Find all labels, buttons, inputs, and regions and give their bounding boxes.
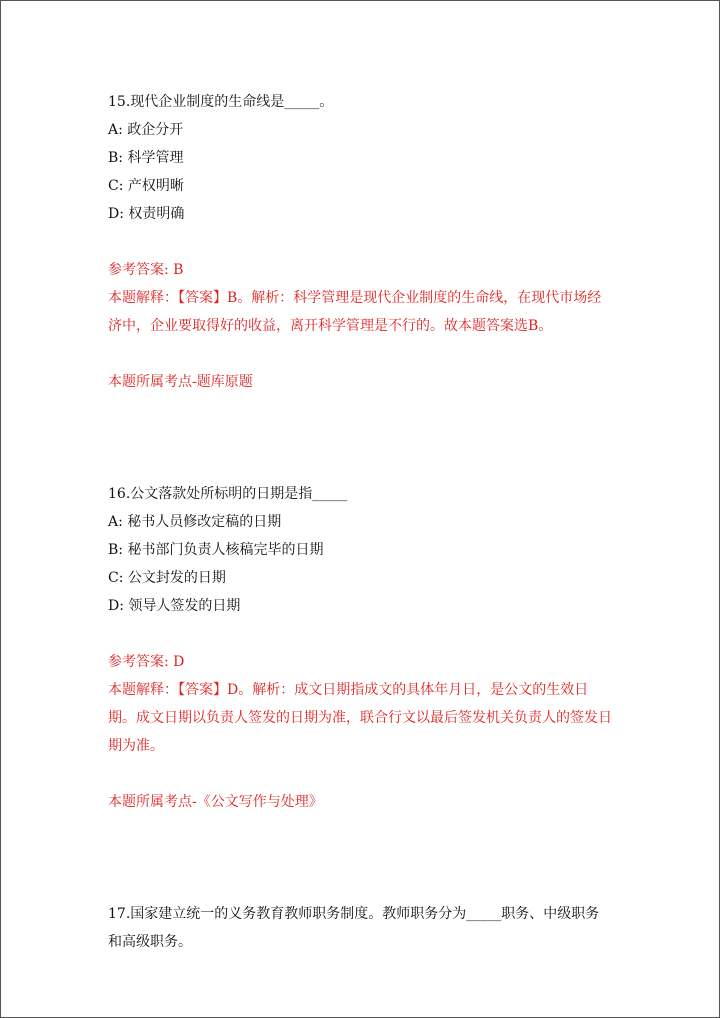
option-b: B: 科学管理 <box>108 150 184 166</box>
question-stem: 16.公文落款处所标明的日期是指_____ <box>108 486 348 502</box>
topic-label: 本题所属考点-题库原题 <box>108 374 253 390</box>
answer-explanation: 本题解释：【答案】D。解析：成文日期指成文的具体年月日，是公文的生效日期。成文日期以负责人签发的日期为准，联合行文以最后签发机关负责人的签发日期为准。 <box>108 682 612 754</box>
question-stem: 17.国家建立统一的义务教育教师职务制度。教师职务分为_____职务、中级职务和高级职务。 <box>108 906 600 950</box>
document-content <box>108 88 613 956</box>
option-d: D: 领导人签发的日期 <box>108 598 241 614</box>
reference-answer: 参考答案: D <box>108 654 185 670</box>
reference-answer: 参考答案: B <box>108 262 184 278</box>
option-a: A: 秘书人员修改定稿的日期 <box>108 514 282 530</box>
question-block <box>108 900 613 956</box>
option-d: D: 权责明确 <box>108 206 185 222</box>
answer-explanation: 本题解释：【答案】B。解析：科学管理是现代企业制度的生命线，在现代市场经济中，企业要取得好的收益，离开科学管理是不行的。故本题答案选B。 <box>108 290 602 334</box>
question-stem: 15.现代企业制度的生命线是_____。 <box>108 94 334 110</box>
question-block <box>108 480 613 816</box>
option-c: C: 公文封发的日期 <box>108 570 226 586</box>
question-block <box>108 88 613 396</box>
option-b: B: 秘书部门负责人核稿完毕的日期 <box>108 542 324 558</box>
option-a: A: 政企分开 <box>108 122 184 138</box>
option-c: C: 产权明晰 <box>108 178 184 194</box>
topic-label: 本题所属考点-《公文写作与处理》 <box>108 794 323 810</box>
